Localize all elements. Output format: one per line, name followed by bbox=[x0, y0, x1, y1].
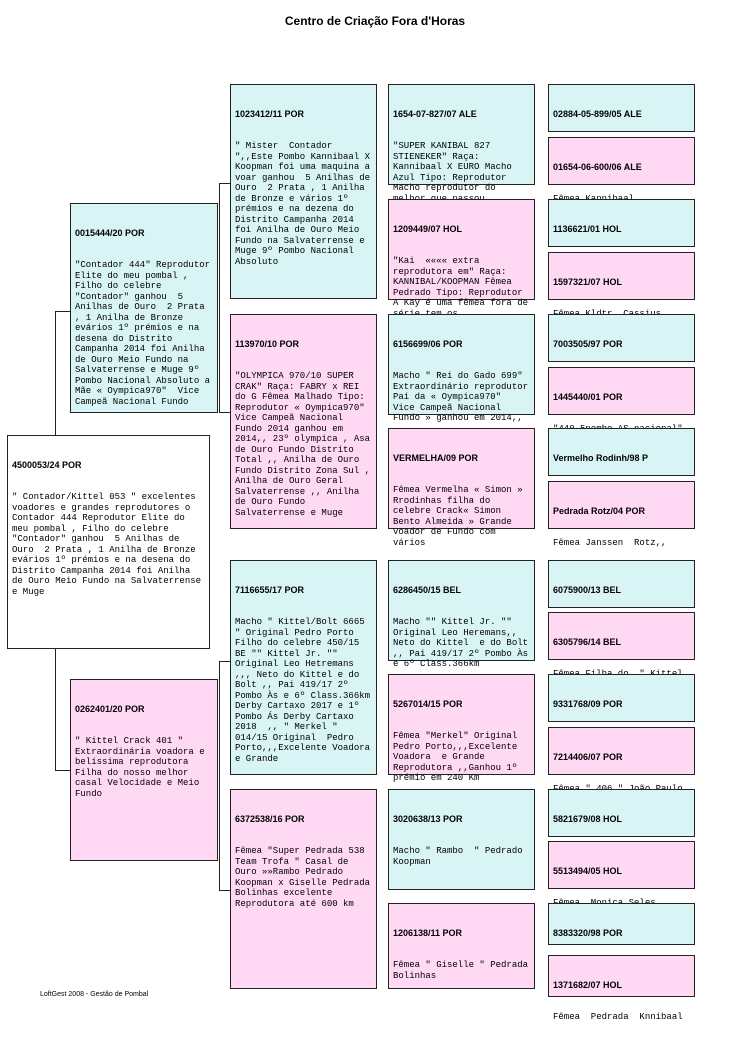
ring-number: 1371682/07 HOL bbox=[553, 980, 623, 990]
ring-number: VERMELHA/09 POR bbox=[393, 453, 479, 463]
pedigree-card-sire-sire[interactable] bbox=[230, 84, 377, 299]
ring-number: 7214406/07 POR bbox=[553, 752, 623, 762]
card-description: Fêmea Vermelha « Simon » Rrodinhas filha do celebre Crack« Simon Bento Almeida » Grande voador de Fundo com vários bbox=[393, 485, 529, 548]
ring-number: Vermelho Rodinh/98 P bbox=[553, 453, 649, 463]
ring-number: 8383320/98 POR bbox=[553, 928, 623, 938]
pedigree-card-gen4[interactable] bbox=[548, 367, 695, 415]
pedigree-card-gen4[interactable] bbox=[548, 560, 695, 608]
ring-number: 1206138/11 POR bbox=[393, 928, 463, 938]
ring-number: 1209449/07 HOL bbox=[393, 224, 463, 234]
ring-number: 7116655/17 POR bbox=[235, 585, 305, 595]
pedigree-card-gen4[interactable] bbox=[548, 428, 695, 476]
pedigree-card-dam-sire-dam[interactable] bbox=[388, 674, 535, 783]
ring-number: 1445440/01 POR bbox=[553, 392, 623, 402]
ring-number: 9331768/09 POR bbox=[553, 699, 623, 709]
connector-line bbox=[219, 183, 220, 412]
ring-number: 0262401/20 POR bbox=[75, 704, 145, 714]
pedigree-card-gen4[interactable] bbox=[548, 674, 695, 722]
ring-number: 6372538/16 POR bbox=[235, 814, 305, 824]
ring-number: 6305796/14 BEL bbox=[553, 637, 622, 647]
connector-line bbox=[219, 890, 230, 891]
pedigree-card-gen4[interactable] bbox=[548, 481, 695, 548]
pedigree-card-dam-sire-sire[interactable] bbox=[388, 560, 535, 669]
card-description: " Contador/Kittel 053 " excelentes voadores e grandes reprodutores o Contador 444 Reprodutor Elite do meu pombal , Filho do celebre "Contador" ganhou 5 Anilhas de Ouro 2 Prata , 1 Anilha de Bronze evários 1º prémios e na desena do Distrito Campanha 2014 foi Anilha de Ouro Meio Fundo na Salvaterrense e Muge bbox=[12, 492, 207, 597]
footer-text: LoftGest 2008 - Gestão de Pombal bbox=[40, 991, 149, 998]
pedigree-card-gen4[interactable] bbox=[548, 727, 695, 775]
ring-number: 01654-06-600/06 ALE bbox=[553, 162, 642, 172]
connector-line bbox=[219, 661, 230, 662]
card-description: "Kai «««« extra reprodutora em" Raça: KANNIBAL/KOOPMAN Fêmea Pedrado Tipo: Reprodutor A Kay é uma fêmea fora de bbox=[393, 256, 529, 308]
card-description: Macho " Rambo " Pedrado Koopman bbox=[393, 846, 529, 867]
pedigree-card-gen4[interactable] bbox=[548, 903, 695, 945]
ring-number: 1597321/07 HOL bbox=[553, 277, 623, 287]
pedigree-card-sire-sire-sire[interactable] bbox=[388, 84, 535, 193]
ring-number: 1136621/01 HOL bbox=[553, 224, 622, 234]
ring-number: 1023412/11 POR bbox=[235, 109, 305, 119]
pedigree-card-gen4[interactable] bbox=[548, 137, 695, 185]
pedigree-card-sire[interactable] bbox=[70, 203, 218, 413]
ring-number: 7003505/97 POR bbox=[553, 339, 623, 349]
pedigree-card-dam-dam-sire[interactable] bbox=[388, 789, 535, 890]
ring-number: 0015444/20 POR bbox=[75, 228, 145, 238]
card-description: Macho " Kittel/Bolt 6665 " Original Pedro Porto Filho do celebre 450/15 BE "" Kittel Jr. "" Original Leo Hetremans ,,, Neto do Kittel e do Bolt ,, Pai 419/17 2º Pombo Às e 6º Class.366km Derby Cartaxo 2017 e 1º Pombo Ás Derby Cartaxo 2018 ,, " Merkel " 014/15 Original Pedro Porto,,,Excelente Voadora e Grande bbox=[235, 617, 381, 764]
pedigree-card-dam[interactable] bbox=[70, 679, 218, 861]
card-description: Fêmea "Super Pedrada 538 Team Trofa " Casal de Ouro »»Rambo Pedrado Koopman x Giselle Pedrada Bolinhas excelente Reprodutora até 600 km bbox=[235, 846, 376, 909]
card-description: Fêmea "Merkel" Original Pedro Porto,,,Excelente Voadora e Grande Reprodutora ,,Ganhou 1º prémio em 240 Km bbox=[393, 731, 523, 783]
card-description: Macho " Rei do Gado 699" Extraordinário reprodutor Pai da « Oympica970" Vice Campeã Nacional Fundo » ganhou em 2014,, bbox=[393, 371, 534, 423]
ring-number: 5513494/05 HOL bbox=[553, 866, 623, 876]
ring-number: 3020638/13 POR bbox=[393, 814, 463, 824]
page-title: Centro de Criação Fora d'Horas bbox=[284, 14, 466, 28]
card-description: " Mister Contador ",,Este Pombo Kannibaal X Koopman foi uma maquina a voar ganhou 5 Anilhas de Ouro 2 Prata , 1 Anilha de Bronze e vários 1º prémios e na dezena do Distrito Campanha 2014 foi Anilha de Ouro Meio Fundo na Salvaterrense e Muge 9º Pombo Nacional Absoluto bbox=[235, 141, 376, 267]
card-description: Fêmea " Giselle " Pedrada Bolinhas bbox=[393, 960, 534, 981]
ring-number: 02884-05-899/05 ALE bbox=[553, 109, 642, 119]
pedigree-card-sire-sire-dam[interactable] bbox=[388, 199, 535, 308]
card-description: "SUPER KANIBAL 827 STIENEKER" Raça: Kannibaal X EURO Macho Azul Tipo: Reprodutor Macho reprodutor do bbox=[393, 141, 512, 193]
ring-number: Pedrada Rotz/04 POR bbox=[553, 506, 646, 516]
connector-line bbox=[55, 770, 70, 771]
pedigree-card-gen4[interactable] bbox=[548, 612, 695, 660]
pedigree-card-sire-dam[interactable] bbox=[230, 314, 377, 529]
pedigree-card-gen4[interactable] bbox=[548, 314, 695, 362]
pedigree-card-gen4[interactable] bbox=[548, 252, 695, 300]
card-description: Fêmea Janssen Rotz,, bbox=[553, 538, 667, 548]
card-description: "Contador 444" Reprodutor Elite do meu pombal , Filho do celebre "Contador" ganhou 5 Anilhas de Ouro 2 Prata , 1 Anilha de Bronze evários 1º prémios e na desena do Distrito Campanha 2014 foi Anilha de Ouro Meio Fundo na Salvaterrense e Muge 9º Pombo Nacional Absoluto a Mãe « Oympica970" Vice Campeã Nacional Fundo bbox=[75, 260, 216, 407]
ring-number: 5267014/15 POR bbox=[393, 699, 463, 709]
ring-number: 6286450/15 BEL bbox=[393, 585, 462, 595]
ring-number: 4500053/24 POR bbox=[12, 460, 82, 470]
pedigree-card-gen4[interactable] bbox=[548, 841, 695, 889]
connector-line bbox=[219, 183, 230, 184]
pedigree-card-dam-dam[interactable] bbox=[230, 789, 377, 989]
pedigree-card-gen4[interactable] bbox=[548, 84, 695, 132]
pedigree-card-gen4[interactable] bbox=[548, 199, 695, 247]
card-description: Fêmea Pedrada Knnibaal bbox=[553, 1012, 683, 1022]
pedigree-card-gen4[interactable] bbox=[548, 955, 695, 1022]
pedigree-card-dam-dam-dam[interactable] bbox=[388, 903, 535, 989]
pedigree-card-dam-sire[interactable] bbox=[230, 560, 381, 775]
card-description: Macho "" Kittel Jr. "" Original Leo Heremans,, Neto do Kittel e do Bolt ,, Pai 419/17 2º Pombo Às e 6º Class.366km bbox=[393, 617, 534, 669]
ring-number: 113970/10 POR bbox=[235, 339, 300, 349]
ring-number: 5821679/08 HOL bbox=[553, 814, 623, 824]
connector-line bbox=[219, 412, 230, 413]
card-description: " Kittel Crack 401 " Extraordinária voadora e belíssima reprodutora Filha do nosso melhor casal Velocidade e Meio Fundo bbox=[75, 736, 211, 799]
pedigree-card-gen4[interactable] bbox=[548, 789, 695, 837]
pedigree-card-subject[interactable] bbox=[7, 435, 210, 649]
connector-line bbox=[55, 311, 70, 312]
pedigree-card-sire-dam-sire[interactable] bbox=[388, 314, 535, 423]
card-description: "OLYMPICA 970/10 SUPER CRAK" Raça: FABRY x REI do G Fêmea Malhado Tipo: Reprodutor « Oympica970" Vice Campeã Nacional Fundo 2014 ganhou em 2014,, 23º olympica , Asa de Ouro Fundo Distrito Total ,, Anilha de Ouro Fundo Distrito Zona Sul , Anilha de Ouro Geral Salvaterrense ,, Anilha de Ouro Fundo Salvaterrense e Muge bbox=[235, 371, 376, 518]
connector-line bbox=[219, 661, 220, 890]
pedigree-card-sire-dam-dam[interactable] bbox=[388, 428, 535, 548]
ring-number: 1654-07-827/07 ALE bbox=[393, 109, 477, 119]
ring-number: 6156699/06 POR bbox=[393, 339, 463, 349]
ring-number: 6075900/13 BEL bbox=[553, 585, 622, 595]
